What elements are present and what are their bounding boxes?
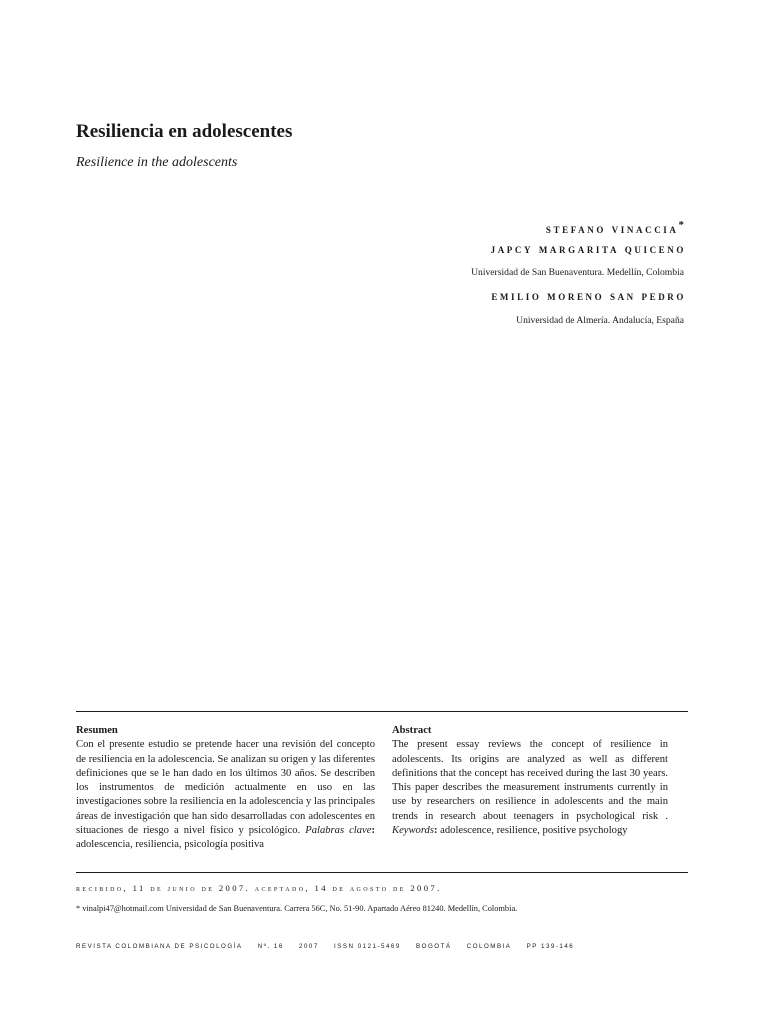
section-divider <box>76 711 688 712</box>
city: BOGOTÁ <box>416 943 452 950</box>
article-subtitle: Resilience in the adolescents <box>76 155 238 170</box>
received-dates: recibido, 11 de junio de 2007. aceptado, 14 de agosto de 2007. <box>76 883 442 893</box>
article-title: Resiliencia en adolescentes <box>76 121 293 142</box>
abstract-section <box>392 724 668 838</box>
resumen-body: Con el presente estudio se pretende hacer una revisión del concepto de resiliencia en la adolescencia. Se analizan su origen y las diferentes definiciones que se le han dado en los últimos 30 años. Se describen los instrumentos de medición actualmente en uso en las investigaciones sobre la resiliencia en la adolescencia y las principales áreas de investigación que han sido desarrolladas con adolescentes en situaciones de riesgo a nivel físico y psicológico. Palabras clave: adolescencia, resiliencia, psicología positiva <box>76 739 375 851</box>
issue-year: 2007 <box>299 943 319 950</box>
section-divider <box>76 872 688 873</box>
footnote-marker: * <box>678 219 684 231</box>
keywords-list: adolescence, resilience, positive psychology <box>440 825 628 837</box>
author-affiliation: Universidad de Almería. Andalucía, España <box>516 315 684 326</box>
keywords-list: adolescencia, resiliencia, psicología positiva <box>76 839 264 851</box>
author-affiliation: Universidad de San Buenaventura. Medellín, Colombia <box>471 267 684 278</box>
resumen-section <box>76 724 375 853</box>
author-name: stefano vinaccia* <box>545 219 684 236</box>
journal-footer <box>76 943 586 950</box>
keywords-label: Palabras clave <box>305 825 372 837</box>
author-name: japcy margarita quiceno <box>490 242 686 256</box>
author-name: emilio moreno san pedro <box>491 289 686 303</box>
country: COLOMBIA <box>466 943 512 950</box>
journal-name: REVISTA COLOMBIANA DE PSICOLOGÍA <box>76 943 243 950</box>
keywords-label: Keywords <box>392 825 434 837</box>
author-footnote: * vinalpi47@hotmail.com Universidad de San Buenaventura. Carrera 56C, No. 51-90. Apartado Aéreo 81240. Medellín, Colombia. <box>76 904 518 913</box>
resumen-heading: Resumen <box>76 725 118 736</box>
issn: ISSN 0121-5469 <box>334 943 401 950</box>
abstract-heading: Abstract <box>392 725 432 736</box>
page-range: PP 139-146 <box>526 943 575 950</box>
issue-number: Nº. 16 <box>257 943 284 950</box>
abstract-body: The present essay reviews the concept of resilience in adolescents. Its origins are analyzed as well as different definitions that the concept has received during the last 30 years. This paper describes the measurement instruments currently in use by researchers on resilience in adolescents and the main trends in research about teenagers in psychological risk . Keywords: adolescence, resilience, positive psychology <box>392 739 668 837</box>
